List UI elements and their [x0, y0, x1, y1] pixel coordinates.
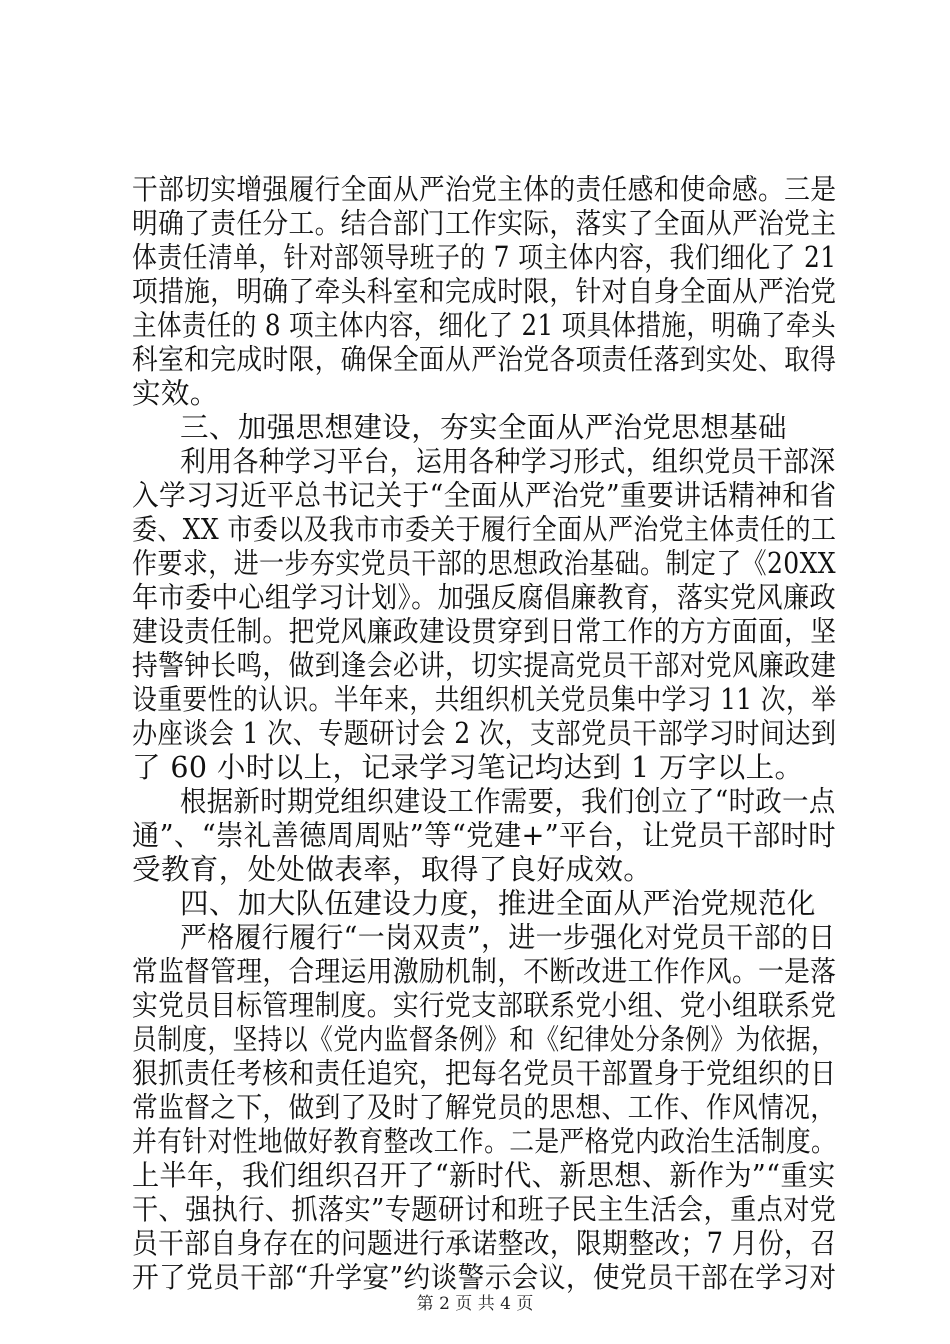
body-line: 建设责任制。把党风廉政建设贯穿到日常工作的方方面面，坚 [132, 615, 837, 648]
body-line: 狠抓责任考核和责任追究，把每名党员干部置身于党组织的日 [132, 1057, 837, 1090]
body-line: 干部切实增强履行全面从严治党主体的责任感和使命感。三是 [132, 173, 837, 206]
body-line: 作要求，进一步夯实党员干部的思想政治基础。制定了《20XX [132, 547, 836, 580]
body-line: 员制度，坚持以《党内监督条例》和《纪律处分条例》为依据， [132, 1023, 837, 1056]
body-line: 上半年，我们组织召开了“新时代、新思想、新作为”“重实 [132, 1159, 836, 1192]
body-line: 入学习习近平总书记关于“全面从严治党”重要讲话精神和省 [132, 479, 837, 512]
body-line: 受教育，处处做表率，取得了良好成效。 [132, 853, 653, 886]
body-line: 设重要性的认识。半年来，共组织机关党员集中学习 11 次，举 [132, 683, 837, 716]
body-line: 年市委中心组学习计划》。加强反腐倡廉教育，落实党风廉政 [132, 581, 837, 614]
body-line: 持警钟长鸣，做到逢会必讲，切实提高党员干部对党风廉政建 [132, 649, 837, 682]
body-line: 利用各种学习平台，运用各种学习形式，组织党员干部深 [180, 445, 836, 478]
body-line: 员干部自身存在的问题进行承诺整改，限期整改；7 月份，召 [132, 1227, 837, 1260]
body-line: 常监督管理，合理运用激励机制，不断改进工作作风。一是落 [132, 955, 837, 988]
body-line: 体责任清单，针对部领导班子的 7 项主体内容，我们细化了 21 [132, 241, 837, 274]
body-line: 委、XX 市委以及我市市委关于履行全面从严治党主体责任的工 [132, 513, 837, 546]
body-line: 通”、“崇礼善德周周贴”等“党建+”平台，让党员干部时时 [132, 819, 836, 852]
section-heading: 三、加强思想建设，夯实全面从严治党思想基础 [180, 411, 787, 444]
body-line: 明确了责任分工。结合部门工作实际，落实了全面从严治党主 [132, 207, 837, 240]
body-line: 主体责任的 8 项主体内容，细化了 21 项具体措施，明确了牵头 [132, 309, 836, 342]
body-line: 开了党员干部“升学宴”约谈警示会议，使党员干部在学习对 [132, 1261, 837, 1294]
body-line: 了 60 小时以上，记录学习笔记均达到 1 万字以上。 [132, 751, 804, 784]
body-line: 科室和完成时限，确保全面从严治党各项责任落到实处、取得 [132, 343, 837, 376]
body-line: 实效。 [132, 377, 219, 410]
body-line: 根据新时期党组织建设工作需要，我们创立了“时政一点 [180, 785, 836, 818]
body-line: 办座谈会 1 次、专题研讨会 2 次，支部党员干部学习时间达到 [132, 717, 837, 750]
body-line: 常监督之下，做到了及时了解党员的思想、工作、作风情况， [132, 1091, 837, 1124]
body-line: 实党员目标管理制度。实行党支部联系党小组、党小组联系党 [132, 989, 837, 1022]
page-number-footer: 第 2 页 共 4 页 [416, 1294, 534, 1314]
body-line: 并有针对性地做好教育整改工作。二是严格党内政治生活制度。 [132, 1125, 837, 1158]
body-line: 项措施，明确了牵头科室和完成时限，针对自身全面从严治党 [132, 275, 837, 308]
body-line: 严格履行履行“一岗双责”，进一步强化对党员干部的日 [180, 921, 836, 954]
body-line: 干、强执行、抓落实”专题研讨和班子民主生活会，重点对党 [132, 1193, 837, 1226]
section-heading: 四、加大队伍建设力度，推进全面从严治党规范化 [180, 887, 816, 920]
